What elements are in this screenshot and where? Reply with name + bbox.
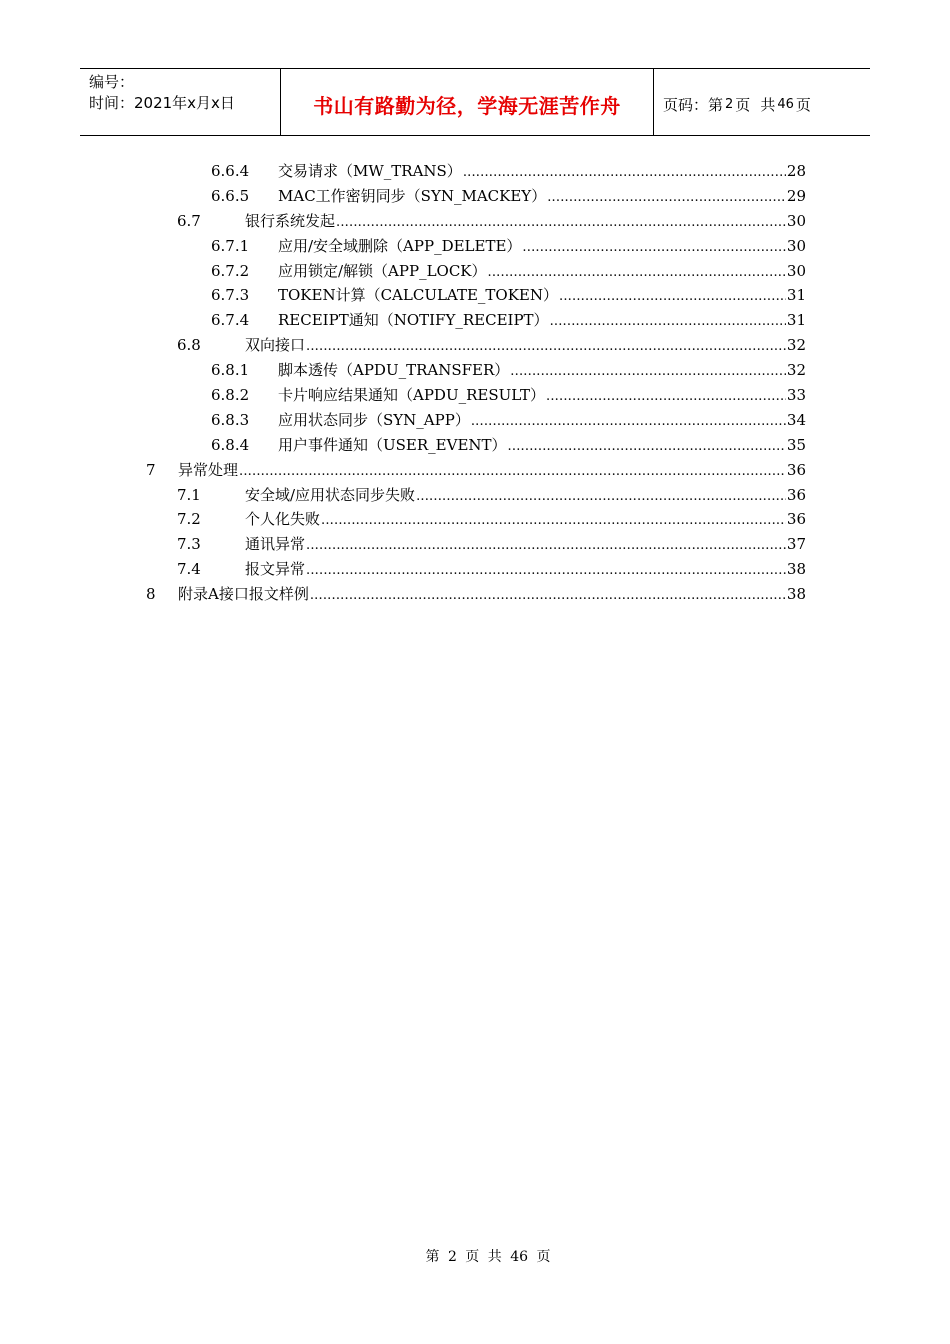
toc-entry-title: 通讯异常 xyxy=(245,535,306,554)
toc-entry-number: 7.4 xyxy=(177,560,201,579)
toc-entry-number: 6.7.2 xyxy=(211,261,250,280)
table-of-contents xyxy=(0,159,950,607)
toc-entry-number: 6.8.3 xyxy=(211,410,250,429)
toc-dot-leader xyxy=(559,285,786,310)
toc-entry-number: 6.8.1 xyxy=(211,361,250,380)
toc-entry-page: 36 xyxy=(786,485,806,504)
toc-entry[interactable] xyxy=(0,532,950,557)
page-total-prefix: 共 xyxy=(760,95,776,114)
toc-entry-number: 7 xyxy=(146,460,156,479)
header-page-info xyxy=(654,69,870,135)
toc-entry-line xyxy=(278,283,806,310)
toc-entry-page: 38 xyxy=(786,585,806,604)
page-footer: 第 2 页 共 46 页 xyxy=(425,1249,551,1265)
toc-entry-number: 6.6.5 xyxy=(211,186,250,205)
toc-entry-title: TOKEN计算（CALCULATE_TOKEN） xyxy=(278,286,558,305)
toc-entry-number: 6.7.3 xyxy=(211,286,250,305)
toc-entry-page: 37 xyxy=(786,535,806,554)
toc-dot-leader xyxy=(310,584,786,609)
toc-entry-line xyxy=(178,458,806,485)
toc-entry-line xyxy=(278,433,806,460)
toc-entry-page: 28 xyxy=(786,162,806,180)
page-suffix: 页 xyxy=(795,95,811,114)
toc-entry-line xyxy=(278,408,806,435)
page-total: 46 xyxy=(777,96,794,112)
header-motto-cell xyxy=(281,69,654,135)
toc-entry[interactable] xyxy=(0,483,950,508)
toc-entry-line xyxy=(245,557,806,584)
toc-dot-leader xyxy=(550,310,786,335)
page-current: 2 xyxy=(725,96,734,112)
toc-entry[interactable] xyxy=(0,507,950,532)
toc-dot-leader xyxy=(306,559,786,584)
toc-entry-title: RECEIPT通知（NOTIFY_RECEIPT） xyxy=(278,311,549,330)
toc-entry-page: 38 xyxy=(786,560,806,579)
toc-dot-leader xyxy=(306,335,786,360)
toc-entry-line xyxy=(278,383,806,410)
toc-entry-page: 30 xyxy=(786,236,806,255)
toc-entry-title: 异常处理 xyxy=(178,460,239,479)
toc-entry[interactable] xyxy=(0,358,950,383)
toc-entry-page: 33 xyxy=(786,386,806,405)
toc-entry-line xyxy=(278,259,806,286)
toc-entry-number: 6.8.4 xyxy=(211,435,250,454)
toc-entry-title: 个人化失败 xyxy=(245,510,321,529)
header-meta xyxy=(80,69,281,135)
toc-entry-title: 卡片响应结果通知（APDU_RESULT） xyxy=(278,386,545,405)
toc-entry-title: 报文异常 xyxy=(245,560,306,579)
toc-entry-page: 31 xyxy=(786,286,806,305)
toc-dot-leader xyxy=(547,186,786,211)
toc-entry[interactable] xyxy=(0,159,950,184)
toc-entry[interactable] xyxy=(0,383,950,408)
toc-dot-leader xyxy=(510,360,786,385)
toc-entry-line xyxy=(278,184,806,211)
toc-dot-leader xyxy=(522,236,785,261)
document-number-label: 编号： xyxy=(89,73,135,91)
page-prefix: 页码：第 xyxy=(663,95,724,114)
toc-entry-page: 30 xyxy=(786,211,806,230)
toc-entry-number: 7.2 xyxy=(177,510,201,529)
toc-entry-title: 银行系统发起 xyxy=(245,211,336,230)
toc-entry-line xyxy=(178,582,806,609)
toc-entry-title: 应用/安全域删除（APP_DELETE） xyxy=(278,236,522,255)
toc-dot-leader xyxy=(546,385,786,410)
toc-entry-number: 6.6.4 xyxy=(211,162,250,180)
toc-entry[interactable] xyxy=(0,209,950,234)
toc-entry-number: 6.7.4 xyxy=(211,311,250,330)
toc-entry-title: 双向接口 xyxy=(245,336,306,355)
toc-entry-title: 安全域/应用状态同步失败 xyxy=(245,485,416,504)
toc-dot-leader xyxy=(321,509,786,534)
toc-dot-leader xyxy=(488,261,786,286)
toc-entry-line xyxy=(245,209,806,236)
toc-entry-title: MAC工作密钥同步（SYN_MACKEY） xyxy=(278,186,547,205)
toc-entry-number: 6.7.1 xyxy=(211,236,250,255)
toc-entry-page: 34 xyxy=(786,410,806,429)
toc-entry-line xyxy=(278,159,806,186)
toc-entry[interactable] xyxy=(0,184,950,209)
toc-entry-title: 应用状态同步（SYN_APP） xyxy=(278,410,470,429)
toc-dot-leader xyxy=(463,161,786,186)
document-time: 时间：2021年x月x日 xyxy=(89,94,235,112)
toc-entry-page: 36 xyxy=(786,460,806,479)
toc-entry[interactable] xyxy=(0,259,950,284)
toc-entry-line xyxy=(278,308,806,335)
toc-entry[interactable] xyxy=(0,433,950,458)
toc-dot-leader xyxy=(336,211,786,236)
toc-entry-line xyxy=(245,333,806,360)
toc-entry-page: 36 xyxy=(786,510,806,529)
toc-entry-page: 35 xyxy=(786,435,806,454)
toc-dot-leader xyxy=(239,460,786,485)
toc-entry-title: 用户事件通知（USER_EVENT） xyxy=(278,435,507,454)
toc-entry-title: 应用锁定/解锁（APP_LOCK） xyxy=(278,261,487,280)
toc-entry[interactable] xyxy=(0,234,950,259)
toc-entry-line xyxy=(245,507,806,534)
toc-entry-title: 交易请求（MW_TRANS） xyxy=(278,162,462,180)
toc-dot-leader xyxy=(508,435,786,460)
toc-entry-line xyxy=(245,532,806,559)
toc-entry-page: 32 xyxy=(786,361,806,380)
toc-entry-number: 8 xyxy=(146,585,156,604)
toc-entry-page: 29 xyxy=(786,186,806,205)
page-mid: 页 xyxy=(735,95,751,114)
toc-dot-leader xyxy=(416,485,786,510)
toc-entry-line xyxy=(278,358,806,385)
toc-entry[interactable] xyxy=(0,283,950,308)
toc-entry-number: 6.8.2 xyxy=(211,386,250,405)
toc-entry-line xyxy=(245,483,806,510)
page-header xyxy=(80,68,870,136)
toc-entry[interactable] xyxy=(0,458,950,483)
toc-entry[interactable] xyxy=(0,557,950,582)
toc-entry-page: 32 xyxy=(786,336,806,355)
toc-entry-line xyxy=(278,234,806,261)
toc-entry-number: 6.8 xyxy=(177,336,201,355)
toc-entry-title: 附录A接口报文样例 xyxy=(178,585,309,604)
toc-entry-title: 脚本透传（APDU_TRANSFER） xyxy=(278,361,510,380)
toc-entry-number: 6.7 xyxy=(177,211,201,230)
toc-entry[interactable] xyxy=(0,408,950,433)
toc-entry[interactable] xyxy=(0,333,950,358)
header-motto: 书山有路勤为径，学海无涯苦作舟 xyxy=(313,93,621,118)
toc-entry[interactable] xyxy=(0,582,950,607)
toc-entry-number: 7.1 xyxy=(177,485,201,504)
toc-dot-leader xyxy=(471,410,786,435)
toc-entry-page: 30 xyxy=(786,261,806,280)
toc-entry-number: 7.3 xyxy=(177,535,201,554)
toc-entry[interactable] xyxy=(0,308,950,333)
toc-entry-page: 31 xyxy=(786,311,806,330)
toc-dot-leader xyxy=(306,534,786,559)
